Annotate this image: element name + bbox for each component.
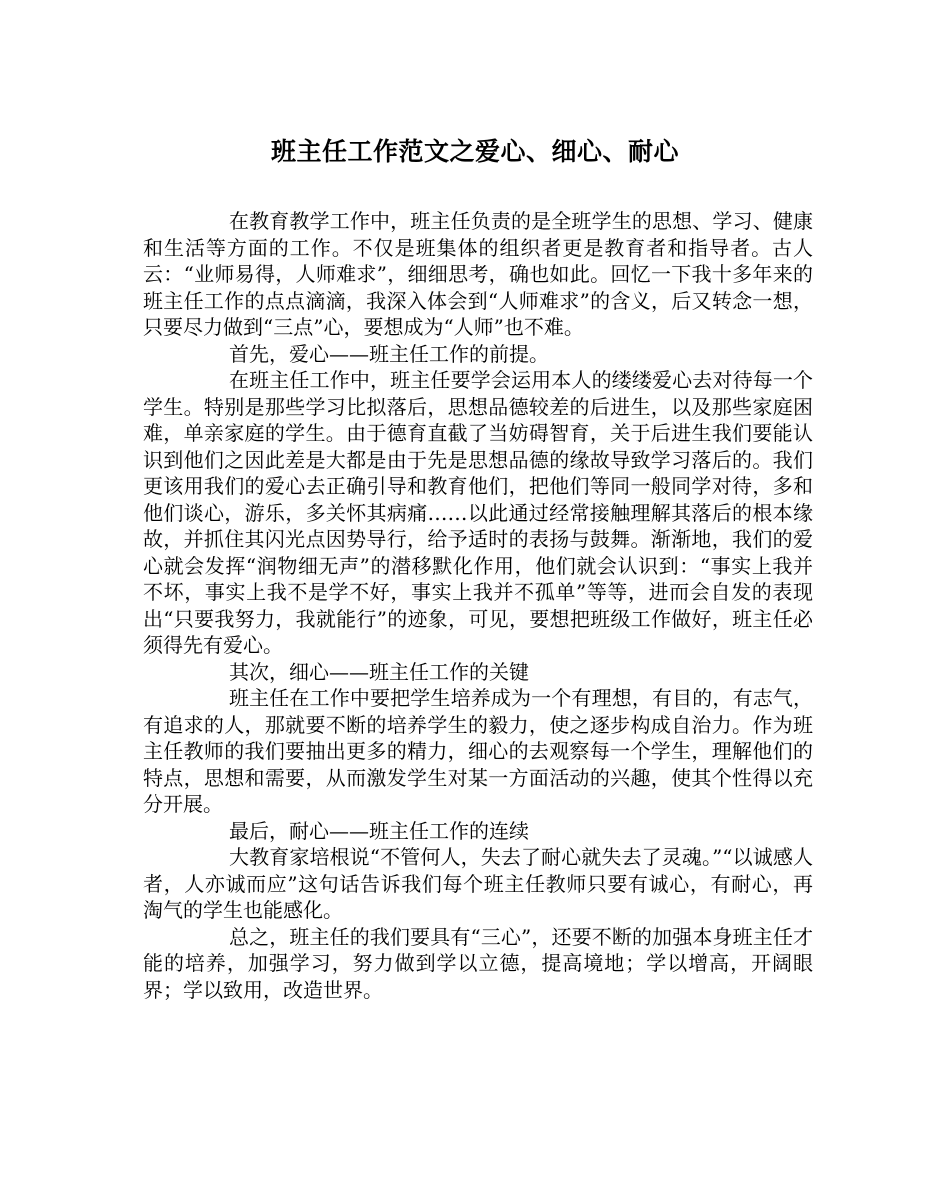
document-title: 班主任工作范文之爱心、细心、耐心 [270,137,679,166]
paragraph-care: 班主任在工作中要把学生培养成为一个有理想，有目的，有志气，有追求的人，那就要不断的培养学生的毅力，使之逐步构成自治力。作为班主任教师的我们要抽出更多的精力，细心的去观察每一个学生，理解他们的特点，思想和需要，从而激发学生对某一方面活动的兴趣，使其个性得以充分开展。 [143,686,813,816]
paragraph-patience: 大教育家培根说“不管何人，失去了耐心就失去了灵魂。”“以诚感人者，人亦诚而应”这句话告诉我们每个班主任教师只要有诚心，有耐心，再淘气的学生也能感化。 [143,845,813,922]
paragraph-conclusion: 总之，班主任的我们要具有“三心”，还要不断的加强本身班主任才能的培养，加强学习，努力做到学以立德，提高境地；学以增高，开阔眼界；学以致用，改造世界。 [143,924,813,1002]
paragraph-love: 在班主任工作中，班主任要学会运用本人的缕缕爱心去对待每一个学生。特别是那些学习比拟落后，思想品德较差的后进生，以及那些家庭困难，单亲家庭的学生。由于德育直截了当妨碍智育，关于后进生我们要能认识到他们之因此差是大都是由于先是思想品德的缘故导致学习落后的。我们更该用我们的爱心去正确引导和教育他们，把他们等同一般同学对待，多和他们谈心，游乐，多关怀其病痛……以此通过经常接触理解其落后的根本缘故，并抓住其闪光点因势导行，给予适时的表扬与鼓舞。渐渐地，我们的爱心就会发挥“润物细无声”的潜移默化作用，他们就会认识到：“事实上我并不坏，事实上我不是学不好，事实上我并不孤单”等等，进而会自发的表现出“只要我努力，我就能行”的迹象，可见，要想把班级工作做好，班主任必须得先有爱心。 [143,368,813,657]
paragraph-intro: 在教育教学工作中，班主任负责的是全班学生的思想、学习、健康和生活等方面的工作。不仅是班集体的组织者更是教育者和指导者。古人云：“业师易得，人师难求”，细细思考，确也如此。回忆一下我十多年来的班主任工作的点点滴滴，我深入体会到“人师难求”的含义，后又转念一想，只要尽力做到“三点”心，要想成为“人师”也不难。 [143,209,813,339]
document-body [143,208,813,1003]
paragraph-heading-care: 其次，细心——班主任工作的关键 [229,659,529,684]
paragraph-heading-love: 首先，爱心——班主任工作的前提。 [229,341,549,366]
paragraph-heading-patience: 最后，耐心——班主任工作的连续 [229,818,529,843]
